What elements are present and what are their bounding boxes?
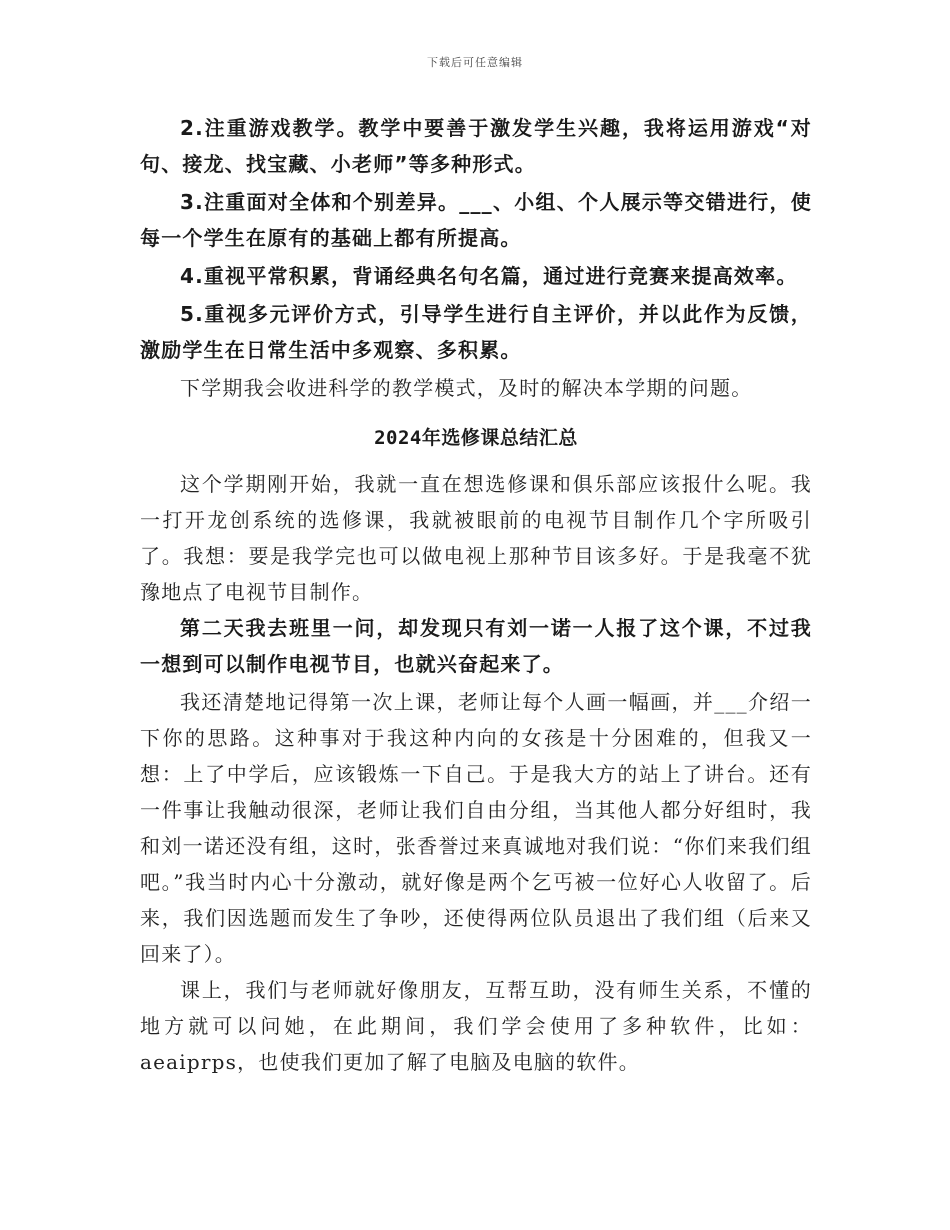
- list-item-3: 3.注重面对全体和个别差异。___、小组、个人展示等交错进行，使每一个学生在原有的基础上都有所提高。: [140, 190, 812, 250]
- closing-paragraph: 下学期我会收进科学的教学模式，及时的解决本学期的问题。: [180, 376, 753, 400]
- page-header: 下载后可任意编辑: [427, 56, 523, 69]
- article-paragraph-4: 课上，我们与老师就好像朋友，互帮互助，没有师生关系，不懂的地方就可以问她，在此期间，我们学会使用了多种软件，比如：aeaiprps，也使我们更加了解了电脑及电脑的软件。: [140, 978, 812, 1074]
- article-paragraph-2: 第二天我去班里一问，却发现只有刘一诺一人报了这个课，不过我一想到可以制作电视节目，也就兴奋起来了。: [140, 616, 812, 676]
- article-title: 2024年选修课总结汇总: [374, 427, 578, 449]
- list-item-5: 5.重视多元评价方式，引导学生进行自主评价，并以此作为反馈，激励学生在日常生活中多观察、多积累。: [140, 302, 812, 362]
- article-paragraph-1: 这个学期刚开始，我就一直在想选修课和俱乐部应该报什么呢。我一打开龙创系统的选修课，我就被眼前的电视节目制作几个字所吸引了。我想：要是我学完也可以做电视上那种节目该多好。于是我毫不犹豫地点了电视节目制作。: [140, 472, 812, 604]
- list-item-4: 4.重视平常积累，背诵经典名句名篇，通过进行竞赛来提高效率。: [180, 264, 798, 288]
- document-body: [140, 110, 812, 1080]
- list-item-2: 2.注重游戏教学。教学中要善于激发学生兴趣，我将运用游戏“对句、接龙、找宝藏、小老师”等多种形式。: [140, 116, 812, 176]
- article-paragraph-3: 我还清楚地记得第一次上课，老师让每个人画一幅画，并___介绍一下你的思路。这种事对于我这种内向的女孩是十分困难的，但我又一想：上了中学后，应该锻炼一下自己。于是我大方的站上了讲台。还有一件事让我触动很深，老师让我们自由分组，当其他人都分好组时，我和刘一诺还没有组，这时，张香誉过来真诚地对我们说：“你们来我们组吧。”我当时内心十分激动，就好像是两个乞丐被一位好心人收留了。后来，我们因选题而发生了争吵，还使得两位队员退出了我们组（后来又回来了）。: [140, 690, 812, 966]
